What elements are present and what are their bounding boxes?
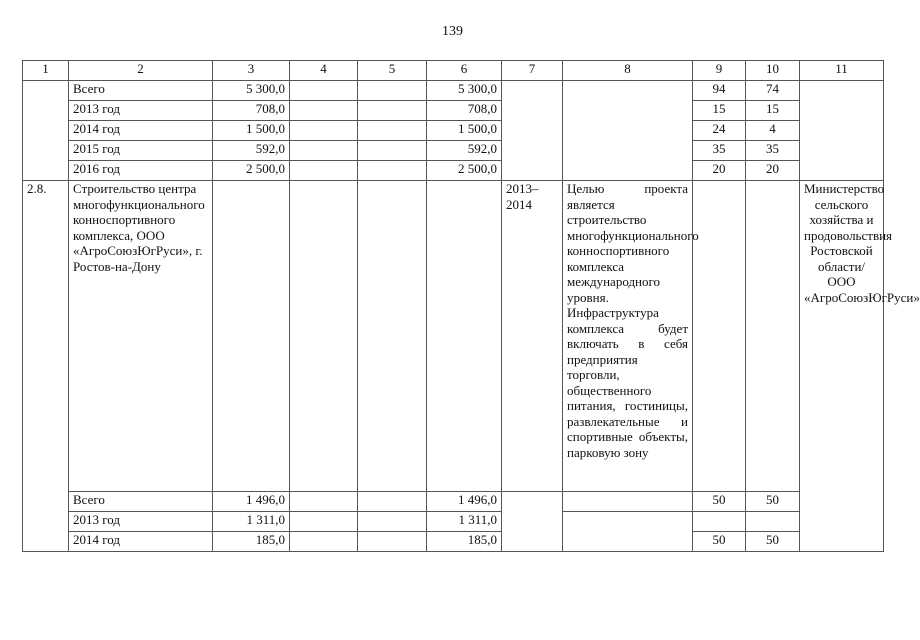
empty-cell xyxy=(290,181,358,492)
col-header: 10 xyxy=(746,61,800,81)
empty-cell xyxy=(213,181,290,492)
col-header: 6 xyxy=(427,61,502,81)
value-cell: 4 xyxy=(746,121,800,141)
row-label: 2013 год xyxy=(69,101,213,121)
table-row xyxy=(23,492,884,512)
table-row xyxy=(23,141,884,161)
goal-cell xyxy=(563,492,693,512)
empty-cell xyxy=(358,121,427,141)
goal-cell xyxy=(563,81,693,181)
empty-cell xyxy=(290,121,358,141)
empty-cell xyxy=(358,532,427,552)
empty-cell xyxy=(290,512,358,532)
value-cell: 1 496,0 xyxy=(427,492,502,512)
value-cell: 50 xyxy=(693,492,746,512)
table-row xyxy=(23,532,884,552)
page-number: 139 xyxy=(442,24,463,39)
value-cell: 1 311,0 xyxy=(213,512,290,532)
period-cell xyxy=(502,492,563,552)
empty-cell xyxy=(290,141,358,161)
table-row xyxy=(23,81,884,101)
column-number-row xyxy=(23,61,884,81)
value-cell: 15 xyxy=(693,101,746,121)
project-period: 2013–2014 xyxy=(502,181,563,492)
col-header: 5 xyxy=(358,61,427,81)
empty-cell xyxy=(358,492,427,512)
value-cell: 5 300,0 xyxy=(213,81,290,101)
value-cell: 1 500,0 xyxy=(427,121,502,141)
value-cell xyxy=(746,512,800,532)
row-label: 2014 год xyxy=(69,532,213,552)
empty-cell xyxy=(290,532,358,552)
project-name: Строительство центра многофункционального конноспортивного комплекса, ООО «АгроСоюзЮгРуси», г. Ростов-на-Дону xyxy=(69,181,213,492)
col-header: 9 xyxy=(693,61,746,81)
value-cell: 5 300,0 xyxy=(427,81,502,101)
row-label: Всего xyxy=(69,492,213,512)
col-header: 7 xyxy=(502,61,563,81)
value-cell: 35 xyxy=(693,141,746,161)
value-cell: 94 xyxy=(693,81,746,101)
value-cell: 74 xyxy=(746,81,800,101)
empty-cell xyxy=(290,161,358,181)
empty-cell xyxy=(746,181,800,492)
value-cell xyxy=(693,512,746,532)
number-cell xyxy=(23,81,69,181)
table-row xyxy=(23,101,884,121)
row-label: 2016 год xyxy=(69,161,213,181)
empty-cell xyxy=(693,181,746,492)
project-goal: Целью проекта является строительство многофункционального конноспортивного комплекса международного уровня. Инфраструктура комплекса будет включать в себя предприятия торговли, общественного питания, гостиницы, развлекательные и спортивные объекты, парковую зону xyxy=(563,181,693,492)
empty-cell xyxy=(358,161,427,181)
row-label: 2015 год xyxy=(69,141,213,161)
value-cell: 708,0 xyxy=(213,101,290,121)
goal-cell xyxy=(563,512,693,552)
empty-cell xyxy=(358,101,427,121)
table-row xyxy=(23,121,884,141)
empty-cell xyxy=(427,181,502,492)
value-cell: 20 xyxy=(746,161,800,181)
investment-table xyxy=(22,60,920,552)
value-cell: 2 500,0 xyxy=(213,161,290,181)
project-number: 2.8. xyxy=(23,181,69,552)
value-cell: 592,0 xyxy=(427,141,502,161)
ministry-cell xyxy=(800,81,884,181)
row-label: 2014 год xyxy=(69,121,213,141)
empty-cell xyxy=(358,141,427,161)
empty-cell xyxy=(358,512,427,532)
value-cell: 708,0 xyxy=(427,101,502,121)
period-cell xyxy=(502,81,563,181)
value-cell: 50 xyxy=(693,532,746,552)
value-cell: 185,0 xyxy=(213,532,290,552)
col-header: 3 xyxy=(213,61,290,81)
empty-cell xyxy=(290,492,358,512)
value-cell: 24 xyxy=(693,121,746,141)
row-label: 2013 год xyxy=(69,512,213,532)
col-header: 4 xyxy=(290,61,358,81)
value-cell: 1 496,0 xyxy=(213,492,290,512)
value-cell: 2 500,0 xyxy=(427,161,502,181)
col-header: 1 xyxy=(23,61,69,81)
empty-cell xyxy=(358,181,427,492)
table-row xyxy=(23,161,884,181)
value-cell: 592,0 xyxy=(213,141,290,161)
empty-cell xyxy=(358,81,427,101)
empty-cell xyxy=(290,81,358,101)
col-header: 11 xyxy=(800,61,884,81)
col-header: 8 xyxy=(563,61,693,81)
value-cell: 1 500,0 xyxy=(213,121,290,141)
value-cell: 50 xyxy=(746,532,800,552)
col-header: 2 xyxy=(69,61,213,81)
value-cell: 50 xyxy=(746,492,800,512)
value-cell: 185,0 xyxy=(427,532,502,552)
value-cell: 35 xyxy=(746,141,800,161)
value-cell: 1 311,0 xyxy=(427,512,502,532)
value-cell: 20 xyxy=(693,161,746,181)
empty-cell xyxy=(290,101,358,121)
table-row xyxy=(23,512,884,532)
project-row xyxy=(23,181,884,492)
project-ministry: Министерство сельского хозяйства и продовольствия Ростовской области/ ООО «АгроСоюзЮгРуси» xyxy=(800,181,884,552)
value-cell: 15 xyxy=(746,101,800,121)
row-label: Всего xyxy=(69,81,213,101)
